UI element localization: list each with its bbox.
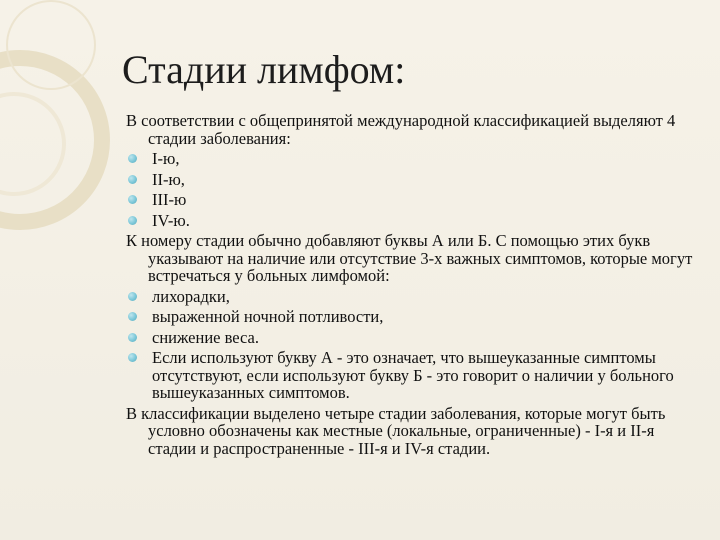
bullet-icon: [128, 312, 137, 321]
symptom-item: [126, 349, 696, 402]
stage-label: II-ю,: [152, 169, 185, 189]
bullet-icon: [128, 333, 137, 342]
stage-item: [126, 212, 696, 230]
bullet-icon: [128, 154, 137, 163]
symptom-label: Если используют букву А - это означает, что вышеуказанные симптомы отсутствуют, если используют букву Б - это говорит о наличии у больного вышеуказанных симптомов.: [152, 348, 674, 402]
stage-item: [126, 191, 696, 209]
stage-label: I-ю,: [152, 149, 180, 168]
bullet-icon: [128, 216, 137, 225]
symptom-item: [126, 329, 696, 347]
symptom-label: снижение веса.: [152, 327, 260, 347]
stage-label: IV-ю.: [152, 210, 190, 230]
letters-paragraph: К номеру стадии обычно добавляют буквы А или Б. С помощью этих букв указывают на наличие или отсутствие 3-х важных симптомов, которые могут встречаться у больных лимфомой:: [126, 231, 693, 285]
symptom-item: [126, 288, 696, 306]
intro-paragraph: В соответствии с общепринятой международной классификацией выделяют 4 стадии заболевания:: [126, 111, 676, 148]
stage-item: [126, 171, 696, 189]
bullet-icon: [128, 353, 137, 362]
symptom-label: лихорадки,: [152, 286, 230, 306]
bullet-icon: [128, 292, 137, 301]
slide-title: Стадии лимфом:: [122, 47, 406, 92]
symptom-item: [126, 308, 696, 326]
stage-label: III-ю: [152, 190, 187, 209]
decorative-ring-top: [6, 0, 96, 90]
bullet-icon: [128, 195, 137, 204]
symptom-label: выраженной ночной потливости,: [152, 307, 384, 326]
bullet-icon: [128, 175, 137, 184]
stage-item: [126, 150, 696, 168]
classification-paragraph: В классификации выделено четыре стадии заболевания, которые могут быть условно обозначены как местные (локальные, ограниченные) - I-я и II-я стадии и распространенные - III-я и IV-я стадии.: [126, 403, 666, 458]
slide-body: [126, 112, 696, 460]
